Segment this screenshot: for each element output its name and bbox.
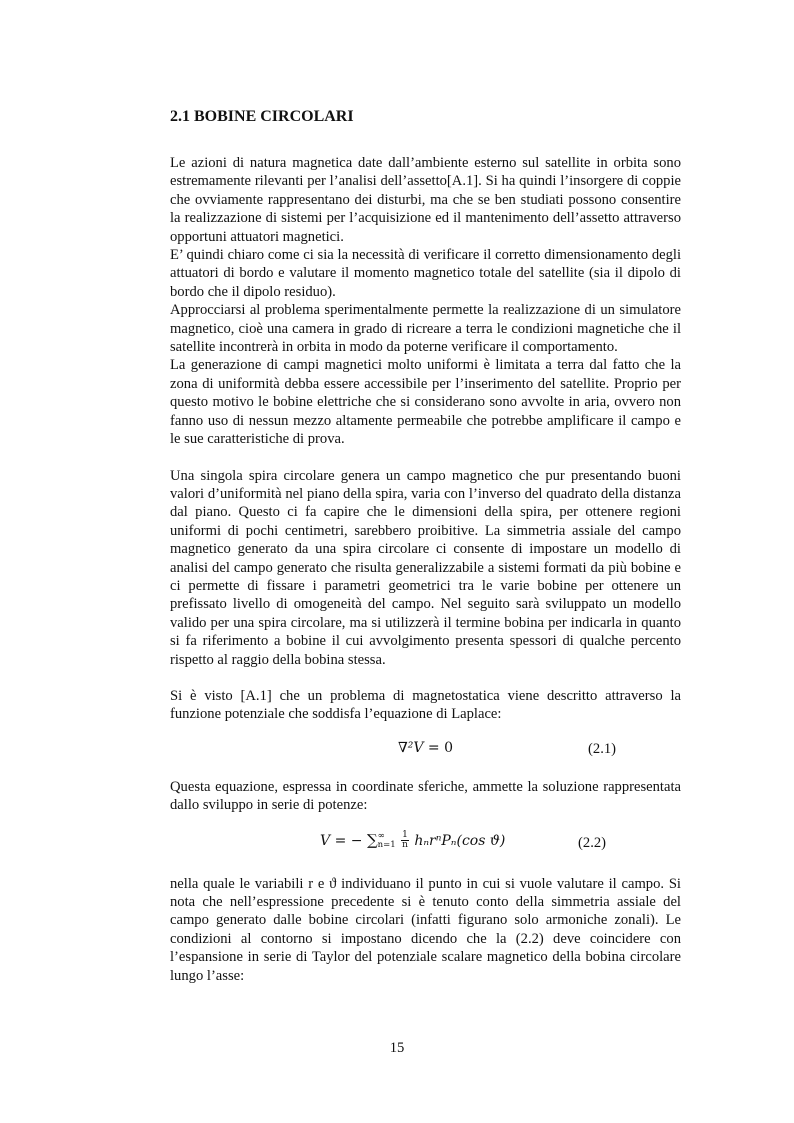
summation-symbol: ∑ <box>366 830 378 849</box>
equation-2-2-equals: = − <box>334 832 363 849</box>
paragraph-6: Si è visto [A.1] che un problema di magnetostatica viene descritto attraverso la funzione potenziale che soddisfa l’equazione di Laplace: <box>170 687 681 723</box>
fraction-denominator: n <box>402 840 408 851</box>
summation-upper: ∞ <box>377 830 385 841</box>
summation-lower: n=1 <box>377 839 396 850</box>
fraction <box>401 831 409 850</box>
page-number: 15 <box>389 1040 405 1056</box>
equation-2-1-lhs: ∇²V <box>397 739 424 756</box>
fraction-numerator: 1 <box>402 830 408 841</box>
paragraph-gap <box>170 669 681 687</box>
paragraph-7: Questa equazione, espressa in coordinate sferiche, ammette la soluzione rappresentata dallo sviluppo in serie di potenze: <box>170 778 681 814</box>
paragraph-2: E’ quindi chiaro come ci sia la necessità di verificare il corretto dimensionamento degli attuatori di bordo e valutare il momento magnetico totale del satellite (sia il dipolo di bordo che il dipolo residuo). <box>170 247 681 300</box>
page-content <box>170 104 681 985</box>
paragraph-5: Una singola spira circolare genera un campo magnetico che pur presentando buoni valori d’uniformità nel piano della spira, varia con l’inverso del quadrato della distanza dal piano. Questo ci fa capire che le dimensioni della spira, per ottenere regioni uniformi di pochi centimetri, sarebbero proibitive. La simmetria assiale del campo magnetico generato da una spira circolare ci consente di impostare un modello di analisi del campo generato che risulta generalizzabile a sistemi formati da più bobine e ci permette di fissare i parametri geometrici tra le varie bobine per ottenere un prefissato livello di omogeneità del campo. Nel seguito sarà sviluppato un modello valido per una spira circolare, ma si utilizzerà il termine bobina per indicarla in quanto si fa riferimento a bobine il cui avvolgimento presenta spessori di qualche percento rispetto al raggio della bobina stessa. <box>170 467 681 668</box>
paragraph-3: Approcciarsi al problema sperimentalmente permette la realizzazione di un simulatore magnetico, cioè una camera in grado di ricreare a terra le condizioni magnetiche che il satellite incontrerà in orbita in modo da poterne verificare il comportamento. <box>170 302 681 356</box>
paragraph-4: La generazione di campi magnetici molto uniformi è limitata a terra dal fatto che la zona di uniformità debba essere accessibile per l’inserimento del satellite. Proprio per questo motivo le bobine elettriche che si considerano sono avvolte in aria, ovvero non fanno uso di nessun mezzo altamente permeabile che potrebbe amplificare il campo e le sue caratteristiche di prova. <box>170 357 681 448</box>
summation-limits <box>378 832 396 850</box>
equation-2-2-lhs: V <box>320 832 331 849</box>
equation-2-2-body <box>320 831 505 851</box>
paragraph-1: Le azioni di natura magnetica date dall’ambiente esterno sul satellite in orbita sono estremamente rilevanti per l’analisi dell’assetto[A.1]. Si ha quindi l’insorgere di coppie che ovviamente rappresentano dei disturbi, ma che se ben studiati possono consentire la realizzazione di sistemi per l’acquisizione ed il mantenimento dell’assetto attraverso opportuni attuatori magnetici. <box>170 155 681 245</box>
paragraph-gap <box>170 449 681 467</box>
paragraph-8: nella quale le variabili r e ϑ individuano il punto in cui si vuole valutare il campo. Si nota che nell’espressione precedente si è tenuto conto della simmetria assiale del campo generato dalle bobine circolari (infatti figurano solo armoniche zonali). Le condizioni al contorno si impostano dicendo che la (2.2) deve coincidere con l’espansione in serie di Taylor del potenziale scalare magnetico della bobina circolare lungo l’asse: <box>170 875 681 984</box>
equation-number: (2.2) <box>578 834 606 851</box>
equation-number: (2.1) <box>588 740 616 757</box>
equation-2-1-rhs: = 0 <box>427 739 454 756</box>
equation-2-2-series-term: hₙrⁿPₙ(cos ϑ) <box>414 832 506 849</box>
equation-2-2 <box>170 827 681 861</box>
section-heading: 2.1 BOBINE CIRCOLARI <box>170 108 354 125</box>
equation-2-1 <box>170 738 681 764</box>
